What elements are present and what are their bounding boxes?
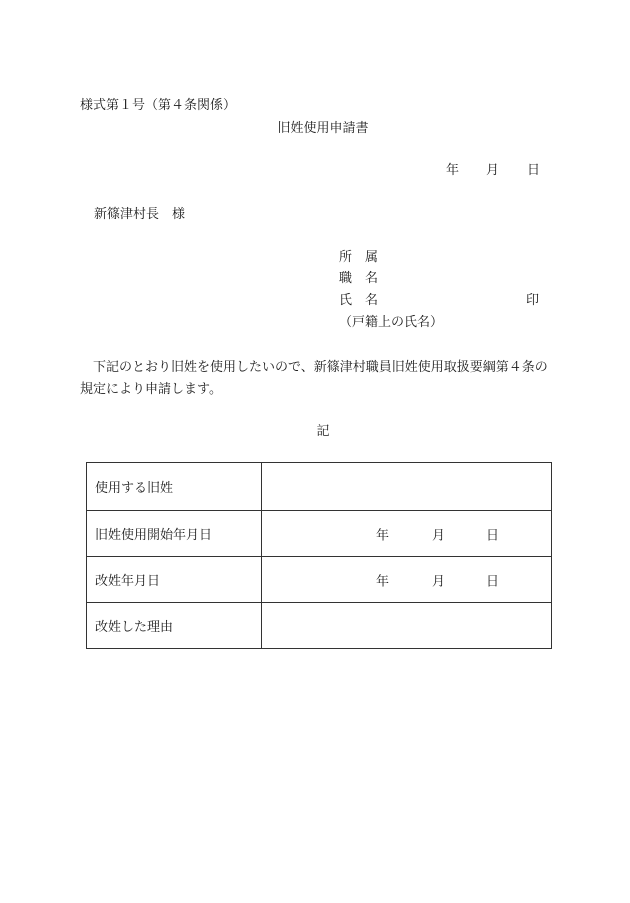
seal-mark: 印 (526, 293, 540, 308)
former-surname-label: 使用する旧姓 (87, 463, 262, 511)
name-change-year-label: 年 (376, 574, 390, 589)
table-row-former-surname (87, 463, 552, 511)
start-date-label: 旧姓使用開始年月日 (87, 511, 262, 557)
name-label: 氏 名 (339, 293, 379, 308)
name-change-day-label: 日 (486, 574, 500, 589)
table-row-name-change-date (87, 557, 552, 603)
date-month-label: 月 (486, 163, 500, 178)
reason-label: 改姓した理由 (87, 603, 262, 649)
application-table (86, 462, 552, 649)
start-date-day-label: 日 (486, 528, 500, 543)
date-day-label: 日 (527, 163, 541, 178)
start-date-field[interactable] (262, 511, 552, 557)
date-year-label: 年 (446, 163, 460, 178)
form-number: 様式第１号（第４条関係） (80, 98, 237, 113)
request-body-text: 下記のとおり旧姓を使用したいので、新篠津村職員旧姓使用取扱要綱第４条の規定により申請します。 (80, 360, 548, 397)
document-title: 旧姓使用申請書 (277, 121, 369, 136)
start-date-year-label: 年 (376, 528, 390, 543)
ki-heading: 記 (316, 424, 330, 439)
koseki-name-note: （戸籍上の氏名） (339, 315, 444, 330)
former-surname-field[interactable] (262, 463, 552, 511)
table-row-reason (87, 603, 552, 649)
affiliation-label: 所 属 (339, 250, 379, 265)
position-label: 職 名 (339, 271, 379, 286)
table-row-start-date (87, 511, 552, 557)
reason-field[interactable] (262, 603, 552, 649)
name-change-date-field[interactable] (262, 557, 552, 603)
start-date-month-label: 月 (432, 528, 446, 543)
name-change-date-label: 改姓年月日 (87, 557, 262, 603)
name-change-month-label: 月 (432, 574, 446, 589)
addressee: 新篠津村長 様 (94, 207, 186, 222)
